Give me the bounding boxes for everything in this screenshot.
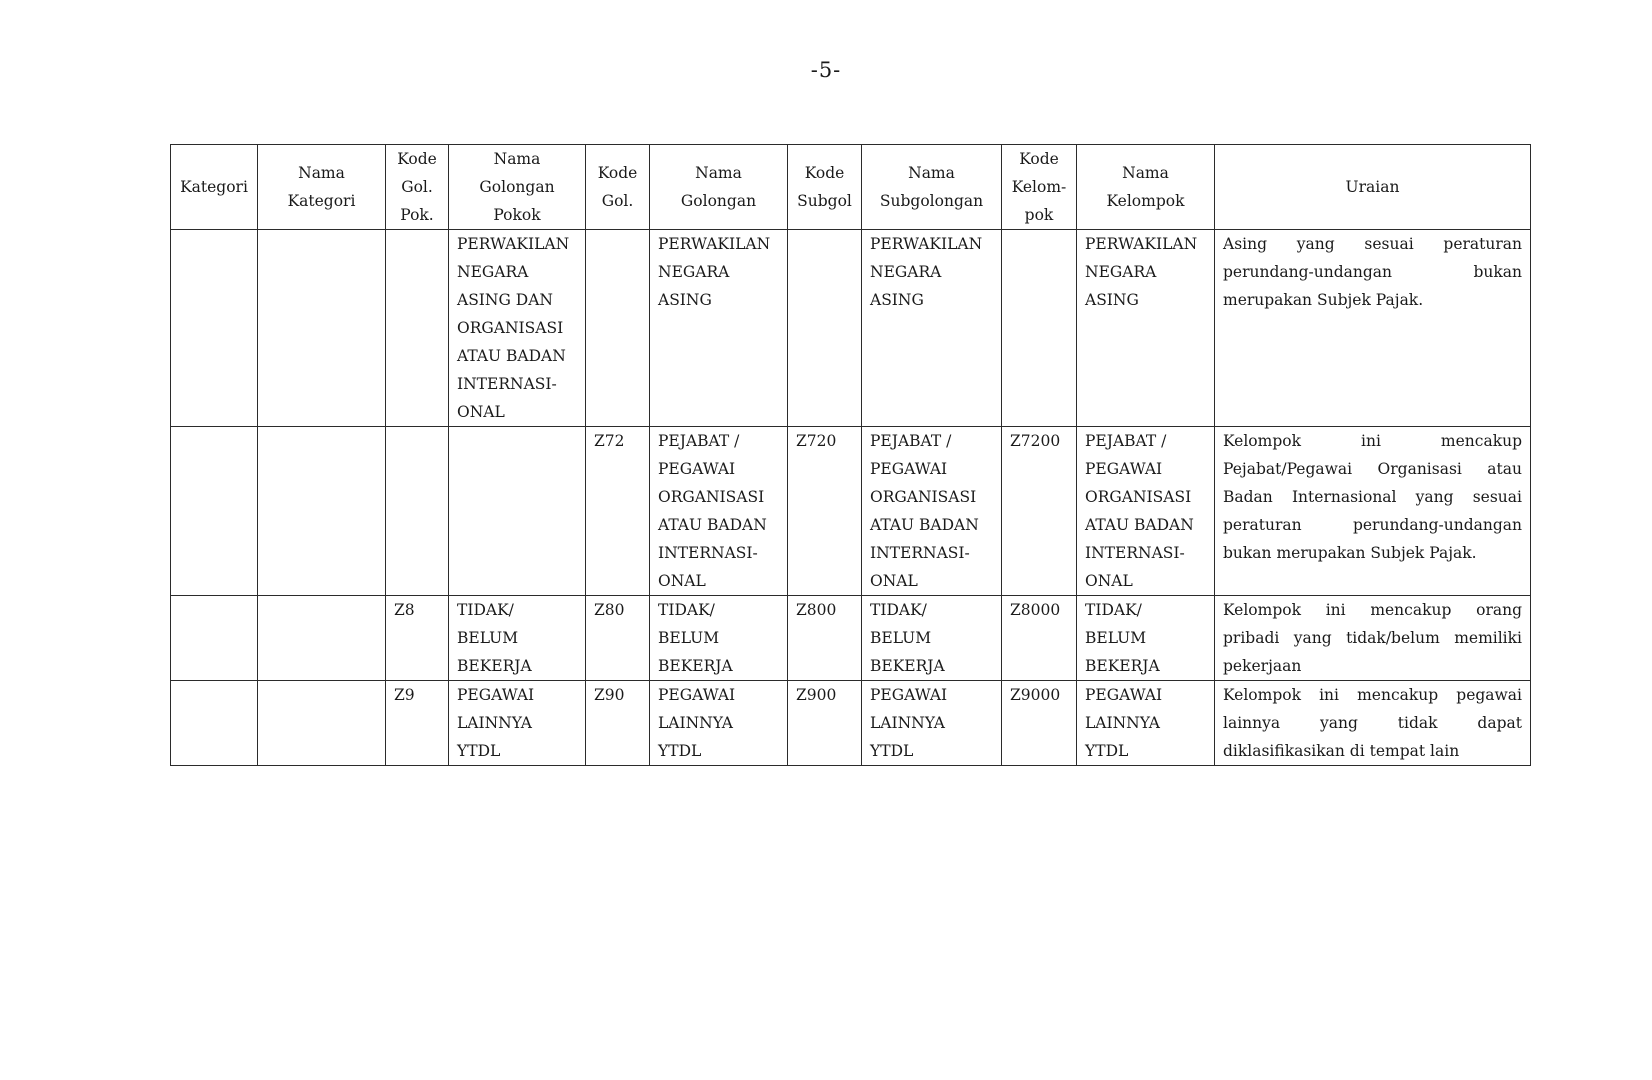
table-row <box>171 681 1531 766</box>
cell-nama-subgolongan: PEJABAT / PEGAWAI ORGANISASI ATAU BADAN INTERNASI- ONAL <box>862 427 1002 596</box>
cell-nama-subgolongan: PERWAKILAN NEGARA ASING <box>862 230 1002 427</box>
header-kode-gol: Kode Gol. <box>586 145 650 230</box>
cell-kode-kelompok: Z9000 <box>1002 681 1077 766</box>
cell-kode-subgol: Z720 <box>788 427 862 596</box>
cell-kode-subgol: Z900 <box>788 681 862 766</box>
cell-kategori <box>171 596 258 681</box>
cell-nama-kategori <box>258 681 386 766</box>
cell-uraian: Kelompok ini mencakup Pejabat/Pegawai Organisasi atau Badan Internasional yang sesuai peraturan perundang-undangan bukan merupakan Subjek Pajak. <box>1215 427 1531 596</box>
classification-table <box>170 144 1531 766</box>
cell-nama-golongan-pokok <box>449 427 586 596</box>
table-row <box>171 596 1531 681</box>
cell-nama-kelompok: TIDAK/ BELUM BEKERJA <box>1077 596 1215 681</box>
cell-kode-subgol <box>788 230 862 427</box>
cell-kode-gol: Z72 <box>586 427 650 596</box>
cell-kode-kelompok <box>1002 230 1077 427</box>
header-nama-golongan: Nama Golongan <box>650 145 788 230</box>
table-row <box>171 230 1531 427</box>
cell-kode-gol: Z80 <box>586 596 650 681</box>
header-kategori: Kategori <box>171 145 258 230</box>
header-nama-kategori: Nama Kategori <box>258 145 386 230</box>
cell-kategori <box>171 230 258 427</box>
cell-uraian: Kelompok ini mencakup orang pribadi yang tidak/belum memiliki pekerjaan <box>1215 596 1531 681</box>
cell-kode-gol-pok: Z9 <box>386 681 449 766</box>
cell-kode-gol-pok: Z8 <box>386 596 449 681</box>
cell-nama-subgolongan: PEGAWAI LAINNYA YTDL <box>862 681 1002 766</box>
cell-kode-gol: Z90 <box>586 681 650 766</box>
header-uraian: Uraian <box>1215 145 1531 230</box>
header-kode-kelompok: Kode Kelom- pok <box>1002 145 1077 230</box>
cell-uraian: Asing yang sesuai peraturan perundang-undangan bukan merupakan Subjek Pajak. <box>1215 230 1531 427</box>
header-nama-golongan-pokok: Nama Golongan Pokok <box>449 145 586 230</box>
cell-kategori <box>171 427 258 596</box>
cell-nama-kategori <box>258 230 386 427</box>
cell-nama-kategori <box>258 427 386 596</box>
cell-kode-kelompok: Z8000 <box>1002 596 1077 681</box>
cell-nama-subgolongan: TIDAK/ BELUM BEKERJA <box>862 596 1002 681</box>
cell-nama-kelompok: PERWAKILAN NEGARA ASING <box>1077 230 1215 427</box>
page-number: -5- <box>810 58 842 82</box>
cell-nama-golongan: PEJABAT / PEGAWAI ORGANISASI ATAU BADAN INTERNASI- ONAL <box>650 427 788 596</box>
table-header-row <box>171 145 1531 230</box>
table-row <box>171 427 1531 596</box>
header-kode-subgol: Kode Subgol <box>788 145 862 230</box>
cell-kode-gol <box>586 230 650 427</box>
header-kode-gol-pok: Kode Gol. Pok. <box>386 145 449 230</box>
cell-kode-kelompok: Z7200 <box>1002 427 1077 596</box>
cell-nama-golongan: PEGAWAI LAINNYA YTDL <box>650 681 788 766</box>
cell-nama-golongan: PERWAKILAN NEGARA ASING <box>650 230 788 427</box>
cell-nama-golongan-pokok: PERWAKILAN NEGARA ASING DAN ORGANISASI ATAU BADAN INTERNASI- ONAL <box>449 230 586 427</box>
cell-nama-golongan-pokok: PEGAWAI LAINNYA YTDL <box>449 681 586 766</box>
cell-kode-gol-pok <box>386 230 449 427</box>
cell-nama-golongan: TIDAK/ BELUM BEKERJA <box>650 596 788 681</box>
cell-kode-gol-pok <box>386 427 449 596</box>
cell-nama-kelompok: PEGAWAI LAINNYA YTDL <box>1077 681 1215 766</box>
cell-nama-kelompok: PEJABAT / PEGAWAI ORGANISASI ATAU BADAN INTERNASI- ONAL <box>1077 427 1215 596</box>
cell-nama-kategori <box>258 596 386 681</box>
header-nama-kelompok: Nama Kelompok <box>1077 145 1215 230</box>
cell-kode-subgol: Z800 <box>788 596 862 681</box>
cell-kategori <box>171 681 258 766</box>
cell-nama-golongan-pokok: TIDAK/ BELUM BEKERJA <box>449 596 586 681</box>
header-nama-subgolongan: Nama Subgolongan <box>862 145 1002 230</box>
cell-uraian: Kelompok ini mencakup pegawai lainnya yang tidak dapat diklasifikasikan di tempat lain <box>1215 681 1531 766</box>
